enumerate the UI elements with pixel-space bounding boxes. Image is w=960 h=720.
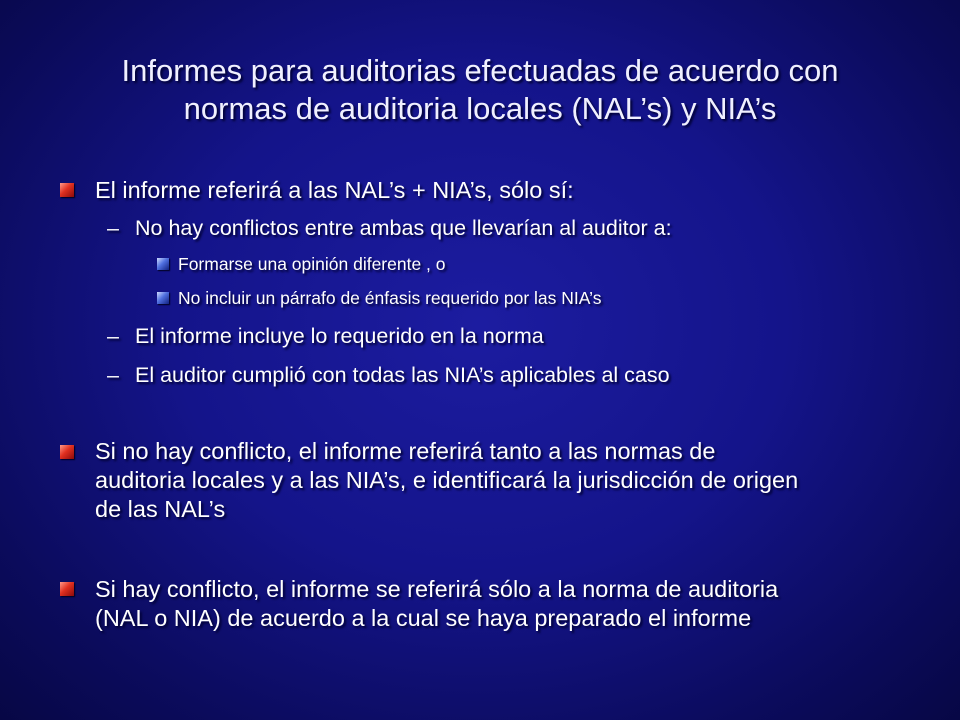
bullet-marker-blue [157,258,169,270]
dash-marker: – [107,363,119,387]
bullet-1-text: El informe referirá a las NAL’s + NIA’s, sólo sí: [95,177,574,203]
bullet-3-line-2: (NAL o NIA) de acuerdo a la cual se haya preparado el informe [95,605,752,631]
sub-bullet-3-text: El auditor cumplió con todas las NIA’s aplicables al caso [135,363,670,387]
sub-sub-item-2: No incluir un párrafo de énfasis requerido por las NIA’s [178,288,602,308]
bullet-2-line-2: auditoria locales y a las NIA’s, e identificará la jurisdicción de origen [95,467,799,493]
sub-bullet-1-text: No hay conflictos entre ambas que llevarían al auditor a: [135,216,672,240]
bullet-2-line-3: de las NAL’s [95,496,226,522]
sub-bullet-2-text: El informe incluye lo requerido en la norma [135,324,544,348]
bullet-3-text [95,575,915,633]
bullet-marker-blue [157,292,169,304]
dash-marker: – [107,324,119,348]
sub-sub-item-1: Formarse una opinión diferente , o [178,254,446,274]
bullet-marker-red [60,582,74,596]
bullet-marker-red [60,445,74,459]
bullet-2-line-1: Si no hay conflicto, el informe referirá tanto a las normas de [95,438,716,464]
title-line-2: normas de auditoria locales (NAL’s) y NIA’s [183,91,777,126]
bullet-marker-red [60,183,74,197]
bullet-3-line-1: Si hay conflicto, el informe se referirá sólo a la norma de auditoria [95,576,779,602]
slide-title [60,52,900,128]
title-line-1: Informes para auditorias efectuadas de acuerdo con [121,53,839,88]
dash-marker: – [107,216,119,240]
bullet-2-text [95,437,915,524]
